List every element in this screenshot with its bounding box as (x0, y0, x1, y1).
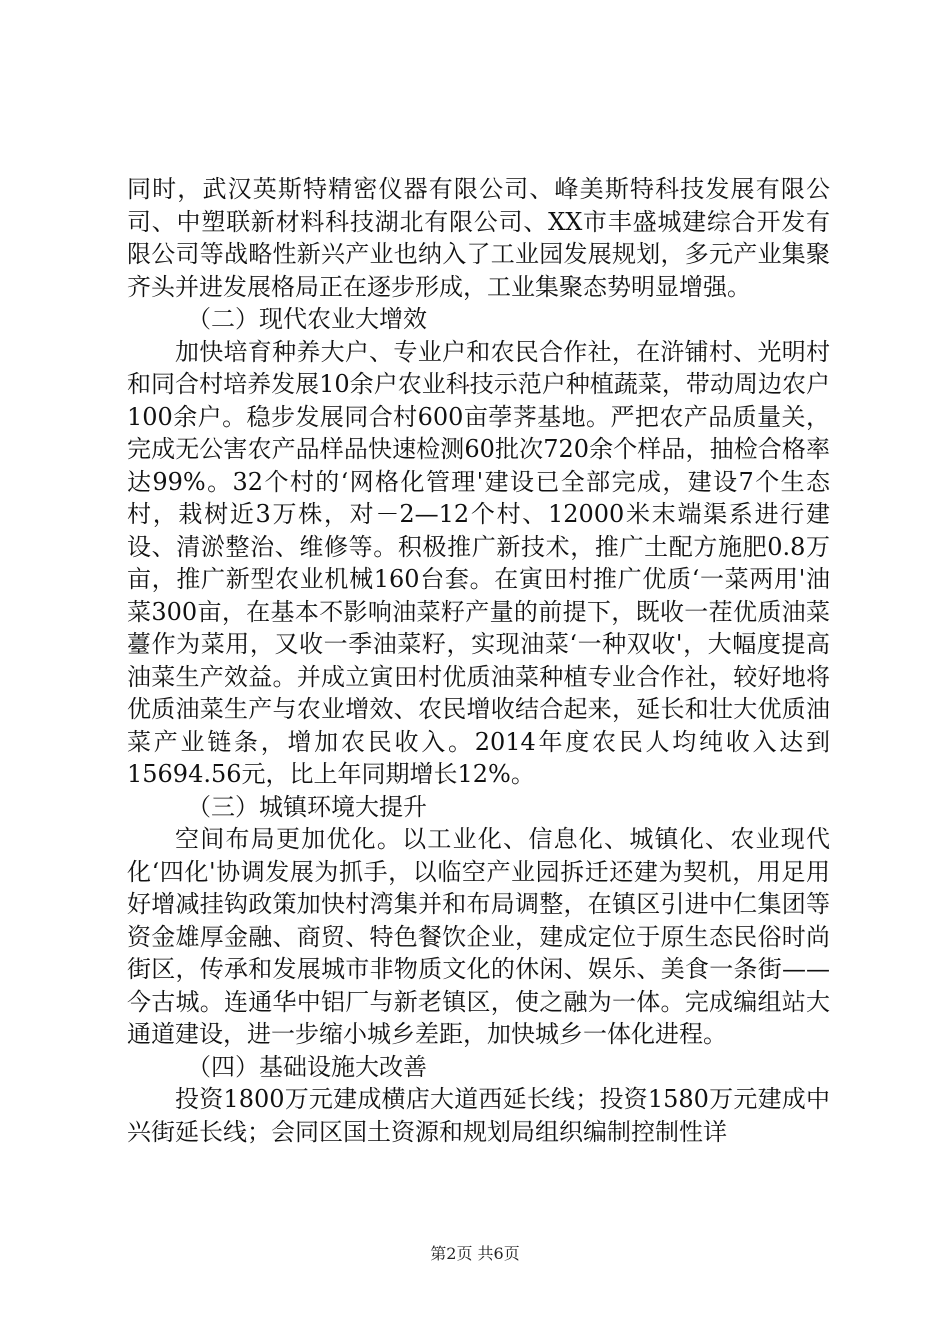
section-heading-town-environment: （三）城镇环境大提升 (187, 792, 427, 821)
section-heading-agriculture: （二）现代农业大增效 (187, 305, 427, 333)
section-heading-infrastructure: （四）基础设施大改善 (187, 1052, 427, 1081)
paragraph-town-environment: 空间布局更加优化。以工业化、信息化、城镇化、农业现代化‘四化'协调发展为抓手，以临空产业园拆迁还建为契机，用足用好增减挂钩政策加快村湾集并和布局调整，在镇区引进中仁集团等资金雄厚金融、商贸、特色餐饮企业，建成定位于原生态民俗时尚街区，传承和发展城市非物质文化的休闲、娱乐、美食一条街——今古城。连通华中铝厂与新老镇区，使之融为一体。完成编组站大通道建设，进一步缩小城乡差距，加快城乡一体化进程。 (127, 825, 830, 1048)
paragraph-industrial-park: 同时，武汉英斯特精密仪器有限公司、峰美斯特科技发展有限公司、中塑联新材料科技湖北有限公司、XX市丰盛城建综合开发有限公司等战略性新兴产业也纳入了工业园发展规划，多元产业集聚齐头并进发展格局正在逐步形成，工业集聚态势明显增强。 (127, 175, 830, 301)
paragraph-infrastructure: 投资1800万元建成横店大道西延长线；投资1580万元建成中兴街延长线；会同区国土资源和规划局组织编制控制性详 (127, 1085, 830, 1146)
document-body (127, 173, 830, 1148)
paragraph-agriculture: 加快培育种养大户、专业户和农民合作社，在浒铺村、光明村和同合村培养发展10余户农业科技示范户种植蔬菜，带动周边农户100余户。稳步发展同合村600亩荸荠基地。严把农产品质量关，完成无公害农产品样品快速检测60批次720余个样品，抽检合格率达99%。32个村的‘网格化管理'建设已全部完成，建设7个生态村，栽树近3万株，对－2—12个村、12000米末端渠系进行建设、清淤整治、维修等。积极推广新技术，推广土配方施肥0.8万亩，推广新型农业机械160台套。在寅田村推广优质‘一菜两用'油菜300亩，在基本不影响油菜籽产量的前提下，既收一茬优质油菜薹作为菜用，又收一季油菜籽，实现油菜‘一种双收'，大幅度提高油菜生产效益。并成立寅田村优质油菜种植专业合作社，较好地将优质油菜生产与农业增效、农民增收结合起来，延长和壮大优质油菜产业链条，增加农民收入。2014年度农民人均纯收入达到15694.56元，比上年同期增长12%。 (127, 337, 830, 788)
page-number-footer: 第2页 共6页 (430, 1244, 520, 1263)
